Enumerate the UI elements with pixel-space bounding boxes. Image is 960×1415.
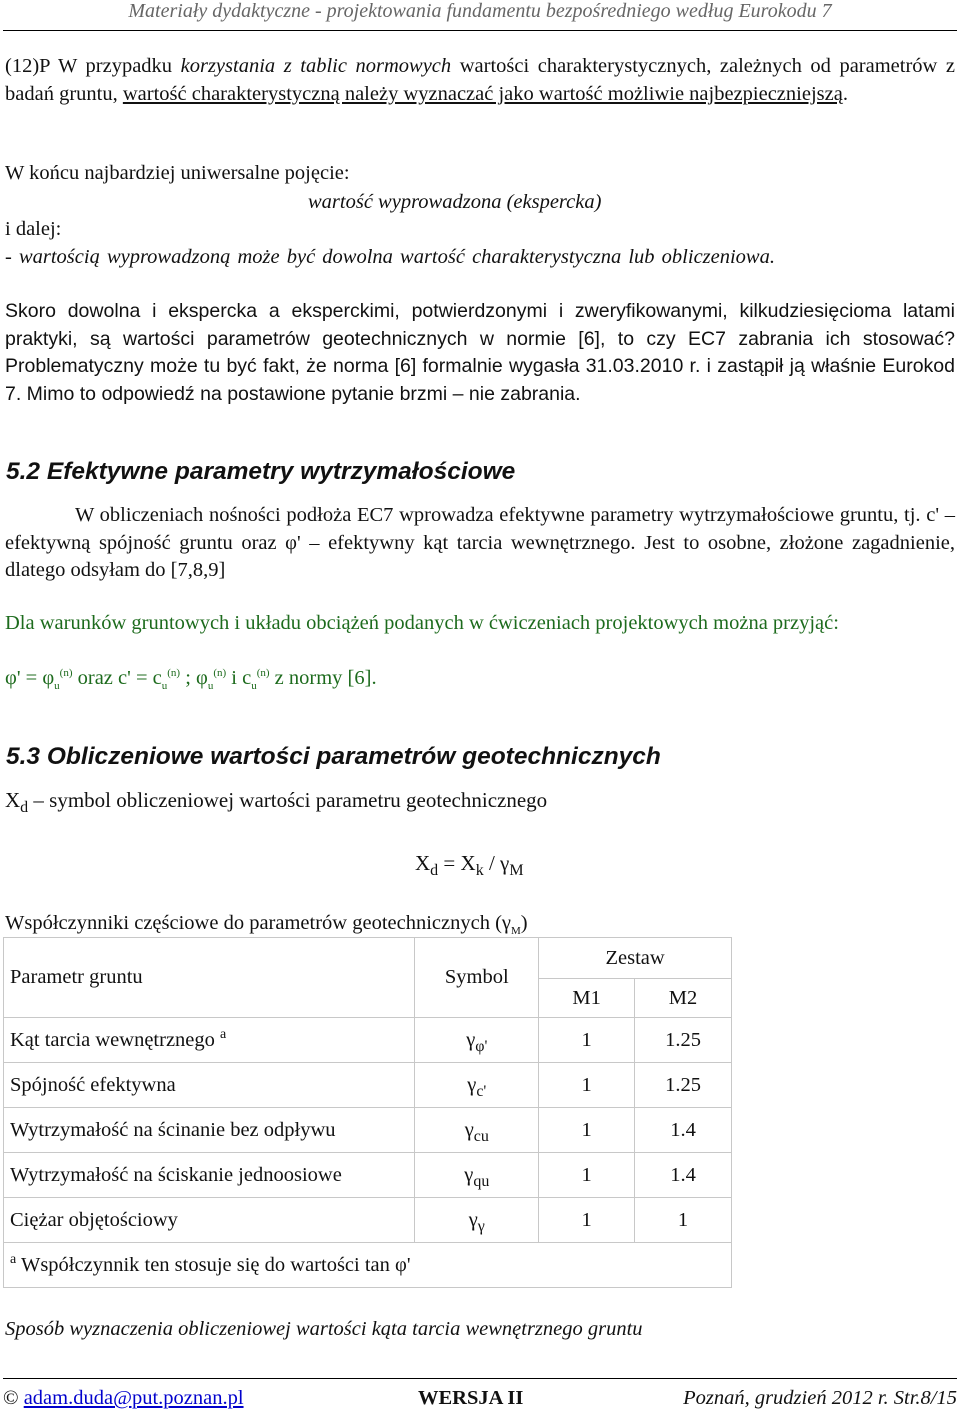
row-m2: 1.4: [635, 1108, 732, 1153]
row-symbol-sub: cu: [473, 1127, 489, 1145]
row-symbol-gamma: γ: [467, 1073, 477, 1096]
row-symbol: [415, 1063, 539, 1108]
row-symbol-gamma: γ: [464, 1163, 474, 1186]
xd-definition: [5, 787, 548, 817]
footer-left: [3, 1384, 244, 1412]
table-caption-end: ): [520, 912, 528, 934]
row-param: Spójność efektywna: [4, 1063, 415, 1108]
table-caption: [5, 910, 528, 937]
header-param: Parametr gruntu: [4, 938, 415, 1018]
row-param: Ciężar objętościowy: [4, 1198, 415, 1243]
formula-sup-n: (n): [59, 667, 73, 680]
table-row: [4, 1018, 732, 1063]
section-5-2-body: [5, 502, 955, 585]
eq-sub-m: M: [509, 862, 524, 880]
formula-z: z normy [6].: [269, 667, 377, 689]
row-symbol-sub: φ': [475, 1037, 488, 1055]
header-m2: M2: [635, 979, 732, 1018]
row-param: Wytrzymałość na ściskanie jednoosiowe: [4, 1153, 415, 1198]
row-m2: 1.25: [635, 1063, 732, 1108]
eq-xk: = X: [438, 851, 476, 875]
expert-definition: - wartością wyprowadzoną może być dowolna wartość charakterystyczna lub obliczeniowa.: [5, 246, 775, 268]
expert-then: i dalej:: [5, 218, 62, 240]
design-equation: [415, 850, 524, 880]
table-row: [4, 1198, 732, 1243]
table-footnote: [4, 1243, 732, 1288]
row-symbol: [415, 1018, 539, 1063]
rule-12p-underlined: wartość charakterystyczną należy wyznaczać jako wartość możliwie najbezpieczniejszą: [122, 82, 843, 105]
formula-sub-u: u: [54, 680, 60, 693]
header-divider: [3, 30, 957, 31]
table-header-row: [4, 938, 732, 979]
rule-12p-end: .: [842, 82, 848, 105]
section-5-2-formula: [5, 665, 377, 692]
row-symbol: [415, 1198, 539, 1243]
formula-semi: ; φ: [180, 667, 208, 689]
row-m1: 1: [539, 1198, 635, 1243]
table-row: [4, 1063, 732, 1108]
table-caption-text: Współczynniki częściowe do parametrów geotechnicznych (γ: [5, 912, 511, 934]
row-m1: 1: [539, 1108, 635, 1153]
section-5-2-note-text: Dla warunków gruntowych i układu obciążeń podanych w ćwiczeniach projektowych można przyjąć:: [5, 612, 839, 634]
row-symbol: [415, 1108, 539, 1153]
running-header: Materiały dydaktyczne - projektowania fundamentu bezpośredniego według Eurokodu 7: [128, 0, 832, 22]
footnote-text: Współczynnik ten stosuje się do wartości tan φ': [16, 1253, 411, 1276]
eq-x: X: [415, 851, 431, 875]
table-row: [4, 1108, 732, 1153]
row-m2: 1.25: [635, 1018, 732, 1063]
partial-factors-table: [3, 937, 732, 1288]
expert-term: wartość wyprowadzona (ekspercka): [308, 191, 602, 213]
footer-divider: [3, 1378, 957, 1379]
eq-sub-k: k: [475, 862, 484, 880]
row-param: Wytrzymałość na ścinanie bez odpływu: [4, 1108, 415, 1153]
row-m2: 1.4: [635, 1153, 732, 1198]
table-footnote-row: [4, 1243, 732, 1288]
page-footer: [3, 1384, 957, 1412]
section-5-2-title: 5.2 Efektywne parametry wytrzymałościowe: [6, 458, 516, 485]
header-symbol: Symbol: [415, 938, 539, 1018]
rule-12p-paragraph: [5, 53, 955, 108]
row-m1: 1: [539, 1018, 635, 1063]
closing-italic-line: Sposób wyznaczenia obliczeniowej wartości kąta tarcia wewnętrznego gruntu: [5, 1318, 643, 1340]
eq-sub-d: d: [430, 862, 439, 880]
version-label: WERSJA II: [418, 1387, 524, 1409]
row-param-text: Kąt tarcia wewnętrznego: [10, 1028, 215, 1051]
section-5-2-note: [5, 610, 955, 638]
row-m2: 1: [635, 1198, 732, 1243]
table-caption-sub: M: [510, 925, 521, 938]
row-param-sup: a: [220, 1026, 227, 1042]
formula-sup-n: (n): [213, 667, 227, 680]
expert-intro: W końcu najbardziej uniwersalne pojęcie:: [5, 162, 350, 184]
row-m1: 1: [539, 1063, 635, 1108]
rule-12p-text: wartości charakterystycznych, zależnych od parametrów z badań gruntu,: [5, 55, 955, 105]
formula-sup-n: (n): [167, 667, 181, 680]
row-symbol-sub: qu: [473, 1172, 490, 1190]
row-symbol-gamma: γ: [466, 1028, 476, 1051]
skoro-text: Skoro dowolna i ekspercka a eksperckimi, potwierdzonymi i zweryfikowanymi, kilkudziesięcioma latami praktyki, są wartości parametrów geotechnicznych w normie [6], to czy EC7 zabrania ich stosować? Problematyczny może tu być fakt, że norma [6] formalnie wygasła 31.03.2010 r. i zastąpił ją właśnie Eurokod 7. Mimo to odpowiedź na postawione pytanie brzmi – nie zabrania.: [5, 300, 955, 405]
header-set: Zestaw: [539, 938, 732, 979]
xd-subscript: d: [20, 799, 29, 817]
formula-sub-u: u: [161, 680, 168, 693]
row-symbol-sub: c': [476, 1082, 487, 1100]
table-row: [4, 1153, 732, 1198]
row-symbol: [415, 1153, 539, 1198]
rule-12p-label: (12)P W przypadku: [5, 55, 181, 77]
footer-place-date-page: Poznań, grudzień 2012 r. Str.8/15: [683, 1387, 957, 1409]
copyright-symbol: ©: [3, 1387, 24, 1409]
skoro-paragraph: [5, 298, 955, 408]
formula-phi-lhs: φ' = φ: [5, 667, 55, 689]
formula-sup-n: (n): [256, 667, 270, 680]
section-5-3-title: 5.3 Obliczeniowe wartości parametrów geotechnicznych: [6, 743, 661, 770]
formula-sub-u: u: [251, 680, 257, 693]
footnote-mark: a: [10, 1251, 17, 1267]
row-symbol-gamma: γ: [468, 1208, 478, 1231]
rule-12p-italic-phrase: korzystania z tablic normowych: [180, 55, 452, 77]
eq-gamma: / γ: [483, 851, 510, 875]
formula-oraz: oraz c' = c: [72, 667, 162, 689]
row-param: [4, 1018, 415, 1063]
row-symbol-gamma: γ: [464, 1118, 474, 1141]
xd-description: – symbol obliczeniowej wartości parametru geotechnicznego: [28, 788, 548, 812]
header-m1: M1: [539, 979, 635, 1018]
author-email-link[interactable]: adam.duda@put.poznan.pl: [23, 1387, 244, 1409]
row-symbol-sub: γ: [477, 1217, 485, 1235]
formula-sub-u: u: [207, 680, 214, 693]
xd-symbol: X: [5, 788, 21, 812]
row-m1: 1: [539, 1153, 635, 1198]
formula-i: i c: [226, 667, 252, 689]
section-5-2-text: W obliczeniach nośności podłoża EC7 wprowadza efektywne parametry wytrzymałościowe gruntu, tj. c' – efektywną spójność gruntu oraz φ' – efektywny kąt tarcia wewnętrznego. Jest to osobne, złożone zagadnienie, dlatego odsyłam do [7,8,9]: [5, 504, 955, 581]
